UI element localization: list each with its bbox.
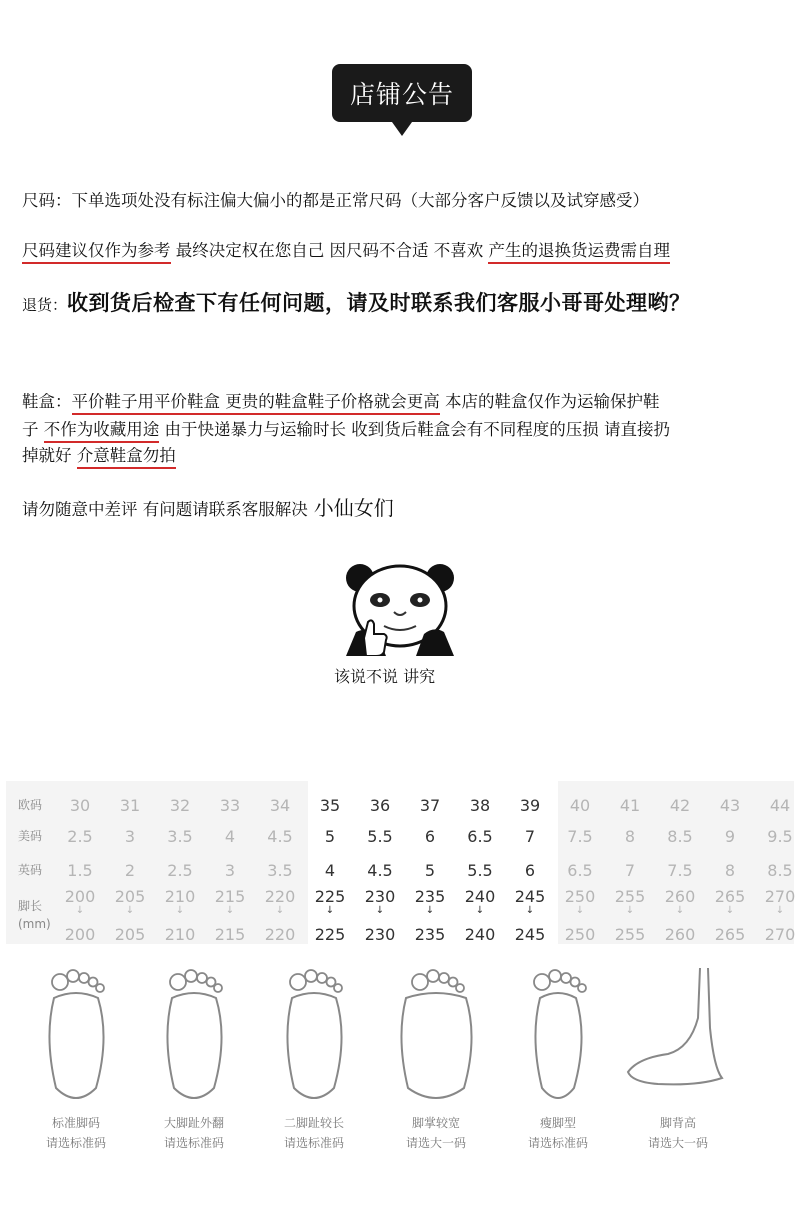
size-row-label: 欧码 (18, 798, 43, 812)
foot-type-name: 二脚趾较长 (283, 1116, 344, 1130)
eu-size-cell: 42 (669, 796, 691, 815)
eu-size-cell: 36 (369, 796, 391, 815)
panda-thumbs-up-icon (338, 560, 462, 656)
foot-type-item (376, 958, 496, 1150)
foot-length-arrow: ↓ (75, 905, 85, 916)
us-size-cell: 6 (424, 827, 436, 846)
eu-size-cell: 31 (119, 796, 141, 815)
foot-type-name: 标准脚码 (51, 1116, 100, 1130)
eu-size-cell: 39 (519, 796, 541, 815)
foot-length-arrow: ↓ (425, 905, 435, 916)
foot-type-name: 脚掌较宽 (411, 1116, 460, 1130)
size-note-line (22, 187, 649, 211)
us-size-cell: 7 (524, 827, 536, 846)
eu-size-cell: 33 (219, 796, 241, 815)
eu-size-cell: 43 (719, 796, 741, 815)
us-size-cell: 3.5 (167, 827, 193, 846)
us-size-cell: 8.5 (667, 827, 693, 846)
foot-type-advice: 请选标准码 (283, 1136, 344, 1150)
shoebox-text-2b: 由于快递暴力与运输时长 收到货后鞋盒会有不同程度的压损 请直接扔 (159, 420, 670, 439)
eu-size-cell: 30 (69, 796, 91, 815)
us-size-cell: 5.5 (367, 827, 393, 846)
foot-length-arrow: ↓ (625, 905, 635, 916)
foot-length-from-cell: 255 (614, 887, 646, 906)
us-size-cell: 9.5 (767, 827, 793, 846)
size-row-label: (mm) (18, 917, 51, 931)
foot-outline-icon (16, 958, 136, 1108)
size-advice-text: 最终决定权在您自己 因尺码不合适 不喜欢 (170, 241, 489, 260)
size-advice-line (22, 237, 670, 261)
foot-type-item (254, 958, 374, 1150)
foot-type-advice: 请选标准码 (45, 1136, 106, 1150)
foot-outline-icon (376, 958, 496, 1108)
review-fairies: 小仙女们 (313, 496, 394, 520)
foot-length-arrow: ↓ (175, 905, 185, 916)
review-text: 请勿随意中差评 有问题请联系客服解决 (22, 500, 308, 519)
foot-type-item (618, 958, 738, 1150)
eu-size-cell: 38 (469, 796, 491, 815)
foot-length-to-cell: 245 (514, 925, 546, 944)
foot-length-arrow: ↓ (575, 905, 585, 916)
us-size-cell: 3 (124, 827, 136, 846)
foot-length-arrow: ↓ (675, 905, 685, 916)
foot-length-to-cell: 200 (64, 925, 96, 944)
uk-size-cell: 2 (124, 861, 136, 880)
uk-size-cell: 6 (524, 861, 536, 880)
foot-length-to-cell: 210 (164, 925, 196, 944)
foot-length-arrow: ↓ (475, 905, 485, 916)
foot-length-arrow: ↓ (375, 905, 385, 916)
foot-length-arrow: ↓ (525, 905, 535, 916)
us-size-cell: 6.5 (467, 827, 493, 846)
return-text: 收到货后检查下有任何问题，请及时联系我们客服小哥哥处理哟？ (67, 290, 691, 315)
foot-length-to-cell: 205 (114, 925, 146, 944)
foot-outline-icon (498, 958, 618, 1108)
review-line (22, 492, 394, 521)
foot-length-to-cell: 250 (564, 925, 596, 944)
foot-type-name: 瘦脚型 (539, 1116, 576, 1130)
foot-type-item (16, 958, 136, 1150)
foot-length-to-cell: 260 (664, 925, 696, 944)
us-size-cell: 4 (224, 827, 236, 846)
foot-type-name: 大脚趾外翻 (163, 1116, 224, 1130)
uk-size-cell: 6.5 (567, 861, 593, 880)
uk-size-cell: 4 (324, 861, 336, 880)
foot-length-from-cell: 205 (114, 887, 146, 906)
foot-length-to-cell: 240 (464, 925, 496, 944)
us-size-cell: 4.5 (267, 827, 293, 846)
us-size-cell: 7.5 (567, 827, 593, 846)
notice-title-badge (332, 64, 472, 122)
notice-title: 店铺公告 (349, 80, 454, 109)
size-advice-underlined: 尺码建议仅作为参考 (22, 241, 171, 264)
return-shipping-underlined: 产生的退换货运费需自理 (488, 241, 670, 264)
uk-size-cell: 2.5 (167, 861, 193, 880)
foot-type-item (498, 958, 618, 1150)
size-chart (6, 781, 794, 944)
shoebox-text-2a: 子 (22, 420, 44, 439)
foot-length-arrow: ↓ (275, 905, 285, 916)
us-size-cell: 9 (724, 827, 736, 846)
shoebox-text-3: 掉就好 (22, 446, 77, 465)
uk-size-cell: 8.5 (767, 861, 793, 880)
shoebox-label: 鞋盒： (22, 392, 72, 411)
shoebox-mind-underlined: 介意鞋盒勿拍 (77, 446, 176, 469)
uk-size-cell: 7.5 (667, 861, 693, 880)
foot-outline-icon (618, 958, 738, 1108)
uk-size-cell: 4.5 (367, 861, 393, 880)
size-row-label: 脚长 (18, 899, 43, 913)
foot-length-to-cell: 220 (264, 925, 296, 944)
size-row-label: 美码 (18, 829, 43, 843)
eu-size-cell: 35 (319, 796, 341, 815)
foot-length-from-cell: 240 (464, 887, 496, 906)
eu-size-cell: 40 (569, 796, 591, 815)
meme-caption: 该说不说 讲究 (334, 667, 436, 686)
eu-size-cell: 41 (619, 796, 641, 815)
foot-length-arrow: ↓ (325, 905, 335, 916)
foot-length-to-cell: 230 (364, 925, 396, 944)
foot-type-advice: 请选大一码 (405, 1136, 466, 1150)
eu-size-cell: 34 (269, 796, 291, 815)
uk-size-cell: 3 (224, 861, 236, 880)
foot-length-from-cell: 210 (164, 887, 196, 906)
foot-length-from-cell: 260 (664, 887, 696, 906)
return-line (22, 287, 691, 317)
size-note-text: 尺码：下单选项处没有标注偏大偏小的都是正常尺码（大部分客户反馈以及试穿感受） (22, 191, 649, 210)
foot-length-from-cell: 225 (314, 887, 346, 906)
foot-length-from-cell: 220 (264, 887, 296, 906)
foot-length-from-cell: 250 (564, 887, 596, 906)
foot-length-arrow: ↓ (125, 905, 135, 916)
foot-length-from-cell: 235 (414, 887, 446, 906)
foot-length-to-cell: 215 (214, 925, 246, 944)
foot-outline-icon (254, 958, 374, 1108)
uk-size-cell: 1.5 (67, 861, 93, 880)
eu-size-cell: 44 (769, 796, 791, 815)
foot-length-from-cell: 230 (364, 887, 396, 906)
foot-type-guide (6, 958, 794, 1198)
uk-size-cell: 8 (724, 861, 736, 880)
uk-size-cell: 5 (424, 861, 436, 880)
uk-size-cell: 5.5 (467, 861, 493, 880)
foot-length-from-cell: 270 (764, 887, 796, 906)
foot-length-from-cell: 215 (214, 887, 246, 906)
foot-type-name: 脚背高 (659, 1116, 696, 1130)
us-size-cell: 2.5 (67, 827, 93, 846)
eu-size-cell: 37 (419, 796, 441, 815)
foot-length-arrow: ↓ (725, 905, 735, 916)
shoebox-price-underlined: 平价鞋子用平价鞋盒 更贵的鞋盒鞋子价格就会更高 (72, 392, 440, 415)
foot-type-item (134, 958, 254, 1150)
foot-outline-icon (134, 958, 254, 1108)
return-label: 退货： (22, 296, 68, 314)
shoebox-text-1: 本店的鞋盒仅作为运输保护鞋 (439, 392, 660, 411)
foot-length-to-cell: 270 (764, 925, 796, 944)
shoebox-not-collection-underlined: 不作为收藏用途 (44, 420, 160, 443)
foot-length-to-cell: 255 (614, 925, 646, 944)
size-row-label: 英码 (18, 863, 43, 877)
us-size-cell: 8 (624, 827, 636, 846)
foot-length-from-cell: 245 (514, 887, 546, 906)
uk-size-cell: 7 (624, 861, 636, 880)
shoebox-line-2 (22, 416, 670, 440)
shoebox-line-3 (22, 442, 176, 466)
foot-length-to-cell: 265 (714, 925, 746, 944)
foot-type-advice: 请选标准码 (163, 1136, 224, 1150)
uk-size-cell: 3.5 (267, 861, 293, 880)
foot-length-to-cell: 225 (314, 925, 346, 944)
foot-type-advice: 请选大一码 (647, 1136, 708, 1150)
foot-length-from-cell: 200 (64, 887, 96, 906)
foot-length-arrow: ↓ (775, 905, 785, 916)
foot-length-arrow: ↓ (225, 905, 235, 916)
us-size-cell: 5 (324, 827, 336, 846)
foot-length-to-cell: 235 (414, 925, 446, 944)
shoebox-line-1 (22, 388, 660, 412)
eu-size-cell: 32 (169, 796, 191, 815)
foot-type-advice: 请选标准码 (527, 1136, 588, 1150)
foot-length-from-cell: 265 (714, 887, 746, 906)
